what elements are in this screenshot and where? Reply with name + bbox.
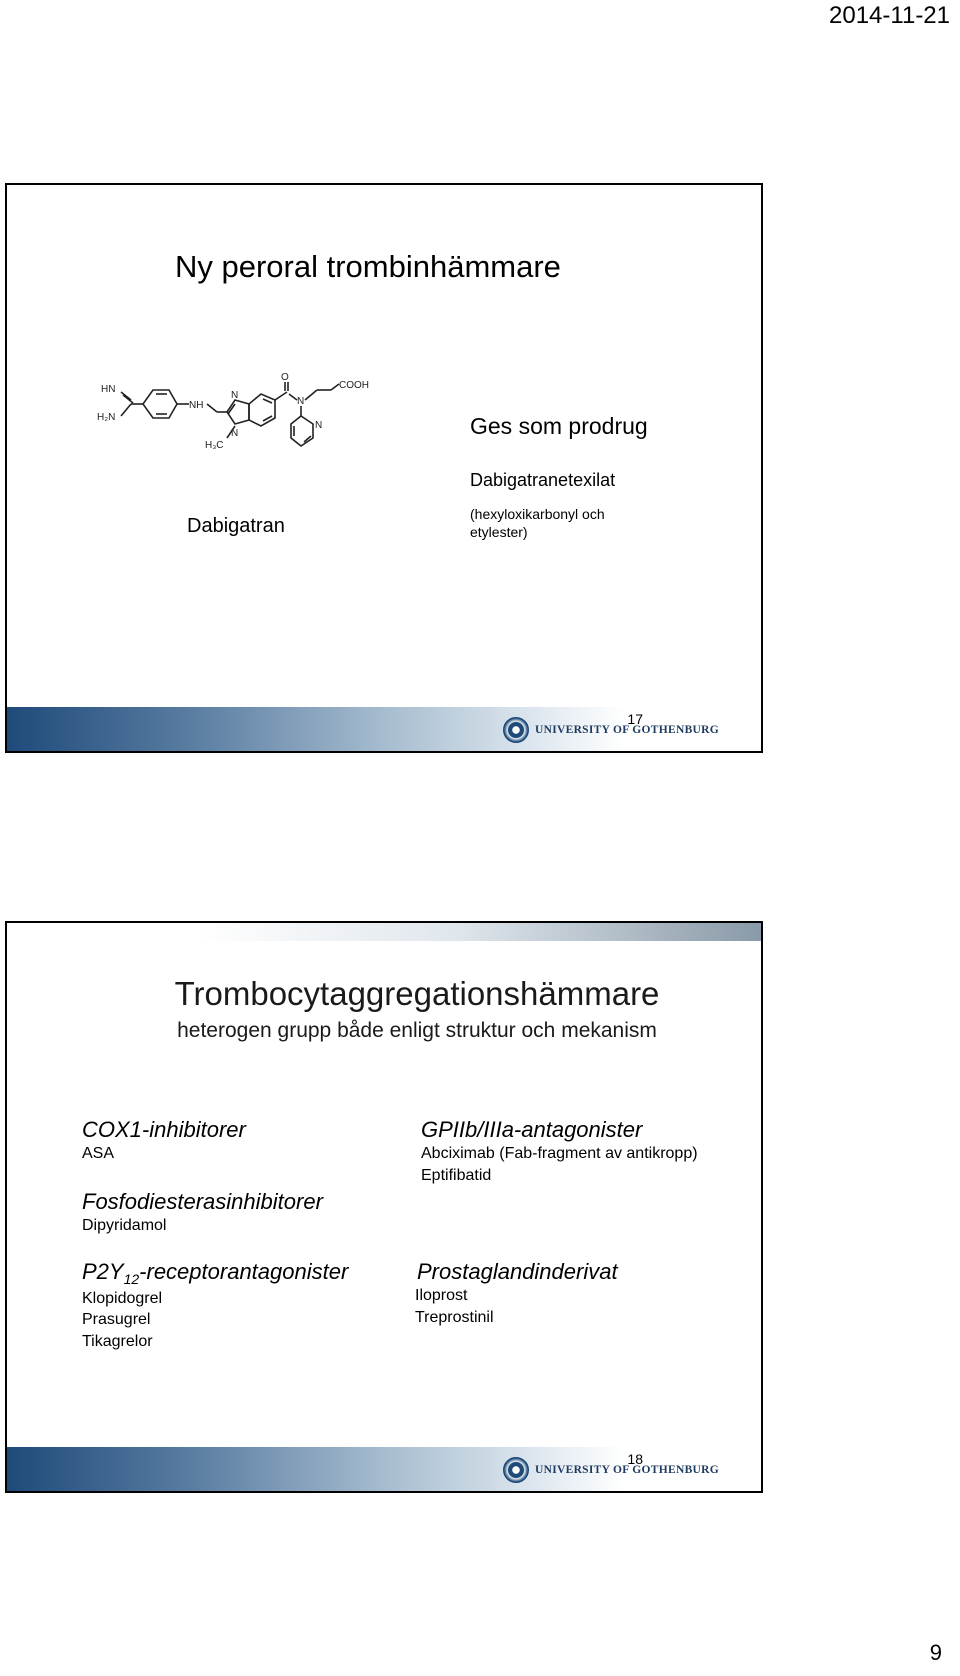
svg-text:N: N — [231, 390, 239, 401]
drug-item: Treprostinil — [415, 1308, 494, 1326]
svg-text:N: N — [315, 420, 323, 431]
drug-item: Klopidogrel — [82, 1289, 163, 1307]
group-heading: Fosfodiesterasinhibitorer — [82, 1189, 323, 1214]
prodrug-name: Dabigatranetexilat — [470, 470, 616, 490]
group-gp2b3a-antagonists — [421, 1117, 698, 1187]
university-name: UNIVERSITY OF GOTHENBURG — [535, 724, 719, 736]
drug-item: ASA — [82, 1145, 115, 1163]
group-heading: GPIIb/IIIa-antagonister — [421, 1117, 643, 1142]
university-seal-icon — [503, 717, 529, 743]
drug-item: Abciximab (Fab-fragment av antikropp) — [421, 1145, 698, 1163]
slide-17 — [5, 183, 763, 753]
svg-text:N: N — [297, 396, 305, 407]
svg-text:H₃C: H₃C — [205, 440, 224, 451]
university-logo — [503, 717, 719, 743]
page-date: 2014-11-21 — [829, 2, 950, 29]
drug-item: Prasugrel — [82, 1311, 151, 1329]
slide-18 — [5, 921, 763, 1493]
molecule-label: Dabigatran — [187, 515, 285, 537]
drug-item: Tikagrelor — [82, 1332, 153, 1350]
slide-title: Trombocytaggregationshämmare — [174, 975, 660, 1012]
group-cox1-inhibitors — [82, 1117, 246, 1165]
dabigatran-structure-diagram — [95, 372, 395, 490]
svg-text:NH: NH — [189, 400, 204, 411]
svg-text:O: O — [281, 372, 289, 383]
page-number: 9 — [929, 1640, 942, 1665]
prodrug-note: (hexyloxikarbonyl och etylester) — [470, 506, 605, 541]
group-heading: Prostaglandinderivat — [417, 1259, 618, 1284]
slide-number: 18 — [627, 1451, 643, 1467]
svg-text:H₂N: H₂N — [97, 412, 116, 423]
slide-number: 17 — [627, 711, 643, 727]
university-seal-icon — [503, 1457, 529, 1483]
prodrug-heading: Ges som prodrug — [470, 413, 648, 439]
drug-item: Iloprost — [415, 1287, 468, 1305]
svg-text:HN: HN — [101, 384, 116, 395]
group-p2y12-antagonists — [82, 1259, 348, 1353]
drug-item: Eptifibatid — [421, 1166, 492, 1184]
group-prostaglandin-derivatives — [417, 1259, 618, 1329]
svg-text:COOH: COOH — [339, 380, 369, 391]
slide-title: Ny peroral trombinhämmare — [175, 249, 561, 284]
university-logo — [503, 1457, 719, 1483]
drug-item: Dipyridamol — [82, 1217, 167, 1235]
group-heading: $P2Y_{12}$-receptorantagonister — [82, 1259, 349, 1287]
group-heading: COX1-inhibitorer — [82, 1117, 246, 1142]
university-name: UNIVERSITY OF GOTHENBURG — [535, 1464, 719, 1476]
svg-text:N: N — [231, 428, 239, 439]
slide-subtitle: heterogen grupp både enligt struktur och mekanism — [177, 1019, 657, 1042]
slide-header-bar — [7, 923, 761, 941]
group-phosphodiesterase-inhibitors — [82, 1189, 323, 1237]
